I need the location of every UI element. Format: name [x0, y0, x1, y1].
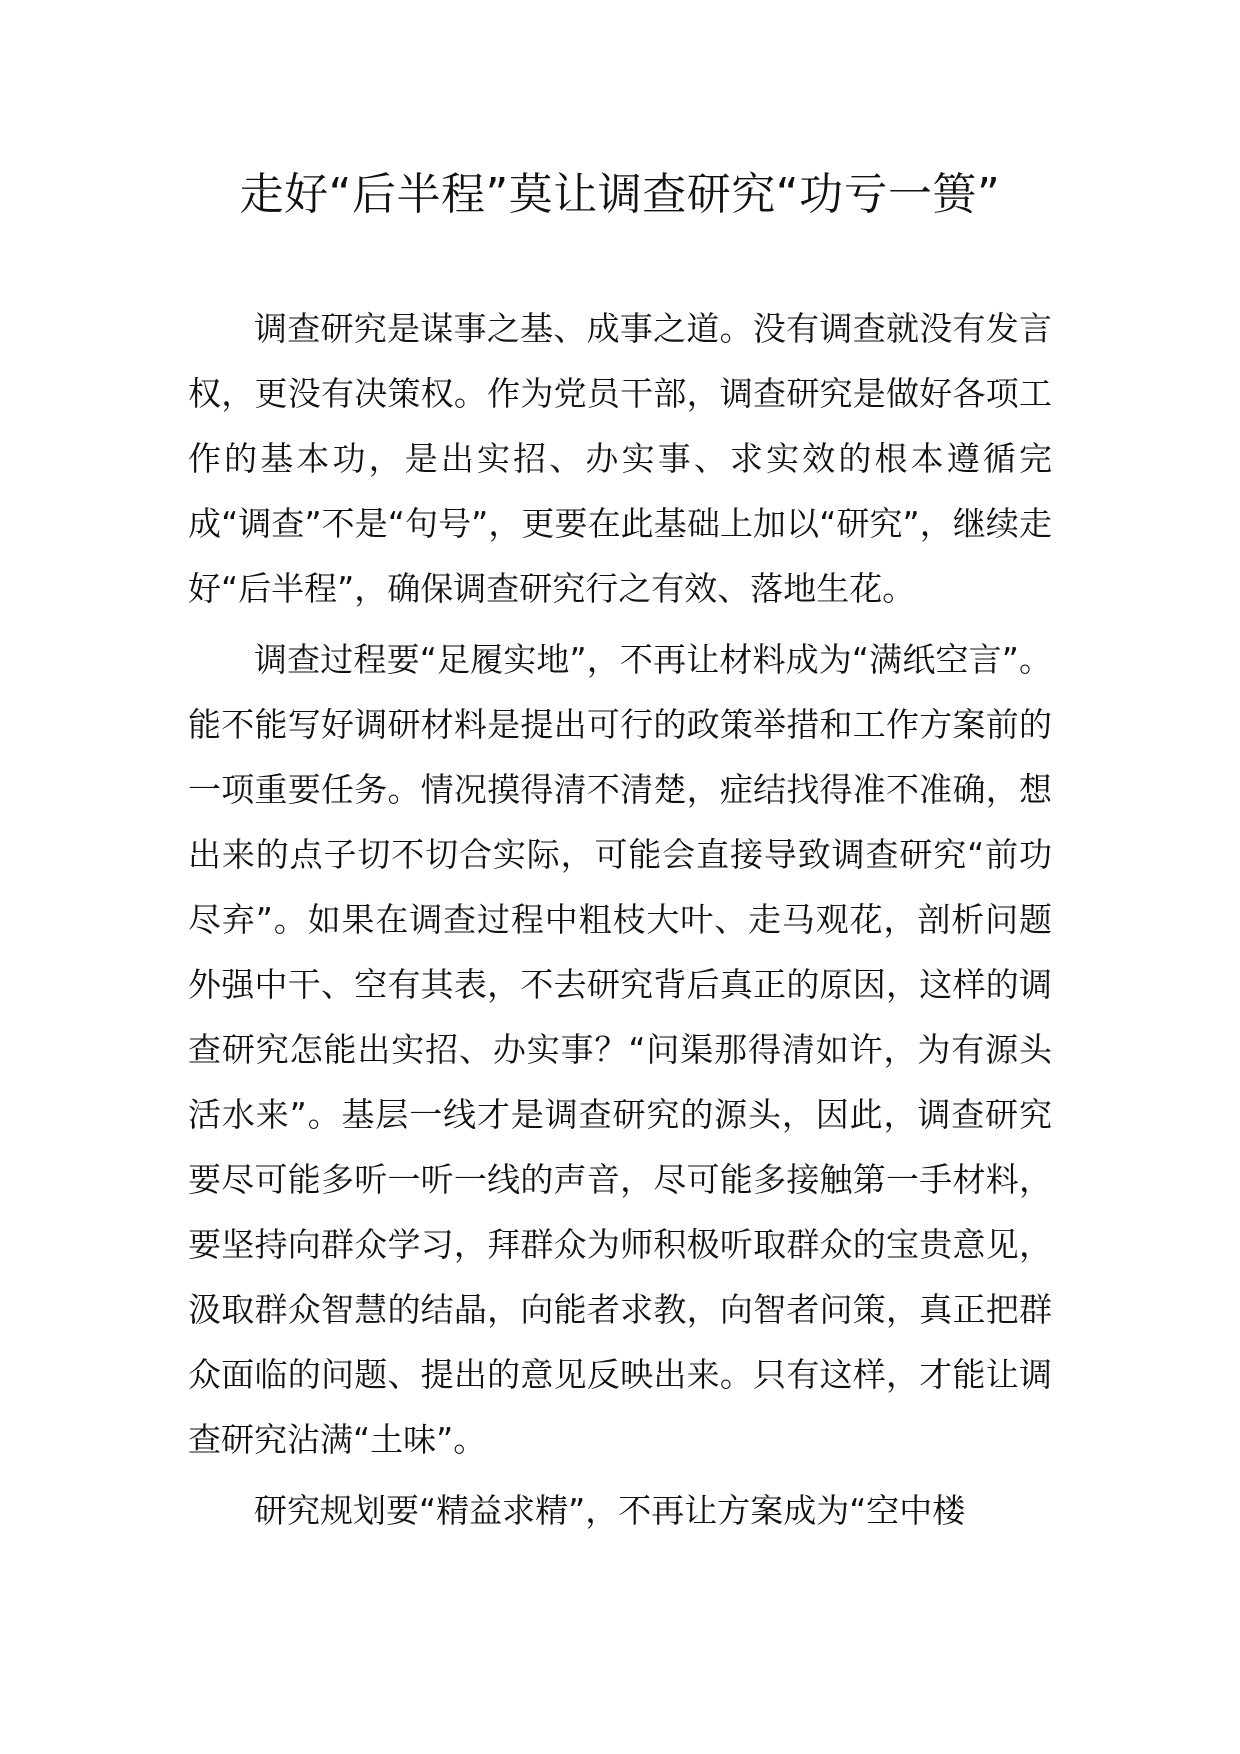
document-title: 走好“后半程”莫让调查研究“功亏一篑” [239, 169, 1001, 220]
paragraph-1: 调查研究是谋事之基、成事之道。没有调查就没有发言权，更没有决策权。作为党员干部，调查研究是做好各项工作的基本功，是出实招、办实事、求实效的根本遵循完成“调查”不是“句号”，更要在此基础上加以“研究”，继续走好“后半程”，确保调查研究行之有效、落地生花。 [188, 309, 1052, 608]
document-body [188, 296, 1052, 1543]
paragraph-2: 调查过程要“足履实地”，不再让材料成为“满纸空言”。能不能写好调研材料是提出可行的政策举措和工作方案前的一项重要任务。情况摸得清不清楚，症结找得准不准确，想出来的点子切不切合实际，可能会直接导致调查研究“前功尽弃”。如果在调查过程中粗枝大叶、走马观花，剖析问题外强中干、空有其表，不去研究背后真正的原因，这样的调查研究怎能出实招、办实事？“问渠那得清如许，为有源头活水来”。基层一线才是调查研究的源头，因此，调查研究要尽可能多听一听一线的声音，尽可能多接触第一手材料，要坚持向群众学习，拜群众为师积极听取群众的宝贵意见，汲取群众智慧的结晶，向能者求教，向智者问策，真正把群众面临的问题、提出的意见反映出来。只有这样，才能让调查研究沾满“土味”。 [188, 640, 1052, 1459]
paragraph-3: 研究规划要“精益求精”，不再让方案成为“空中楼 [254, 1491, 966, 1530]
